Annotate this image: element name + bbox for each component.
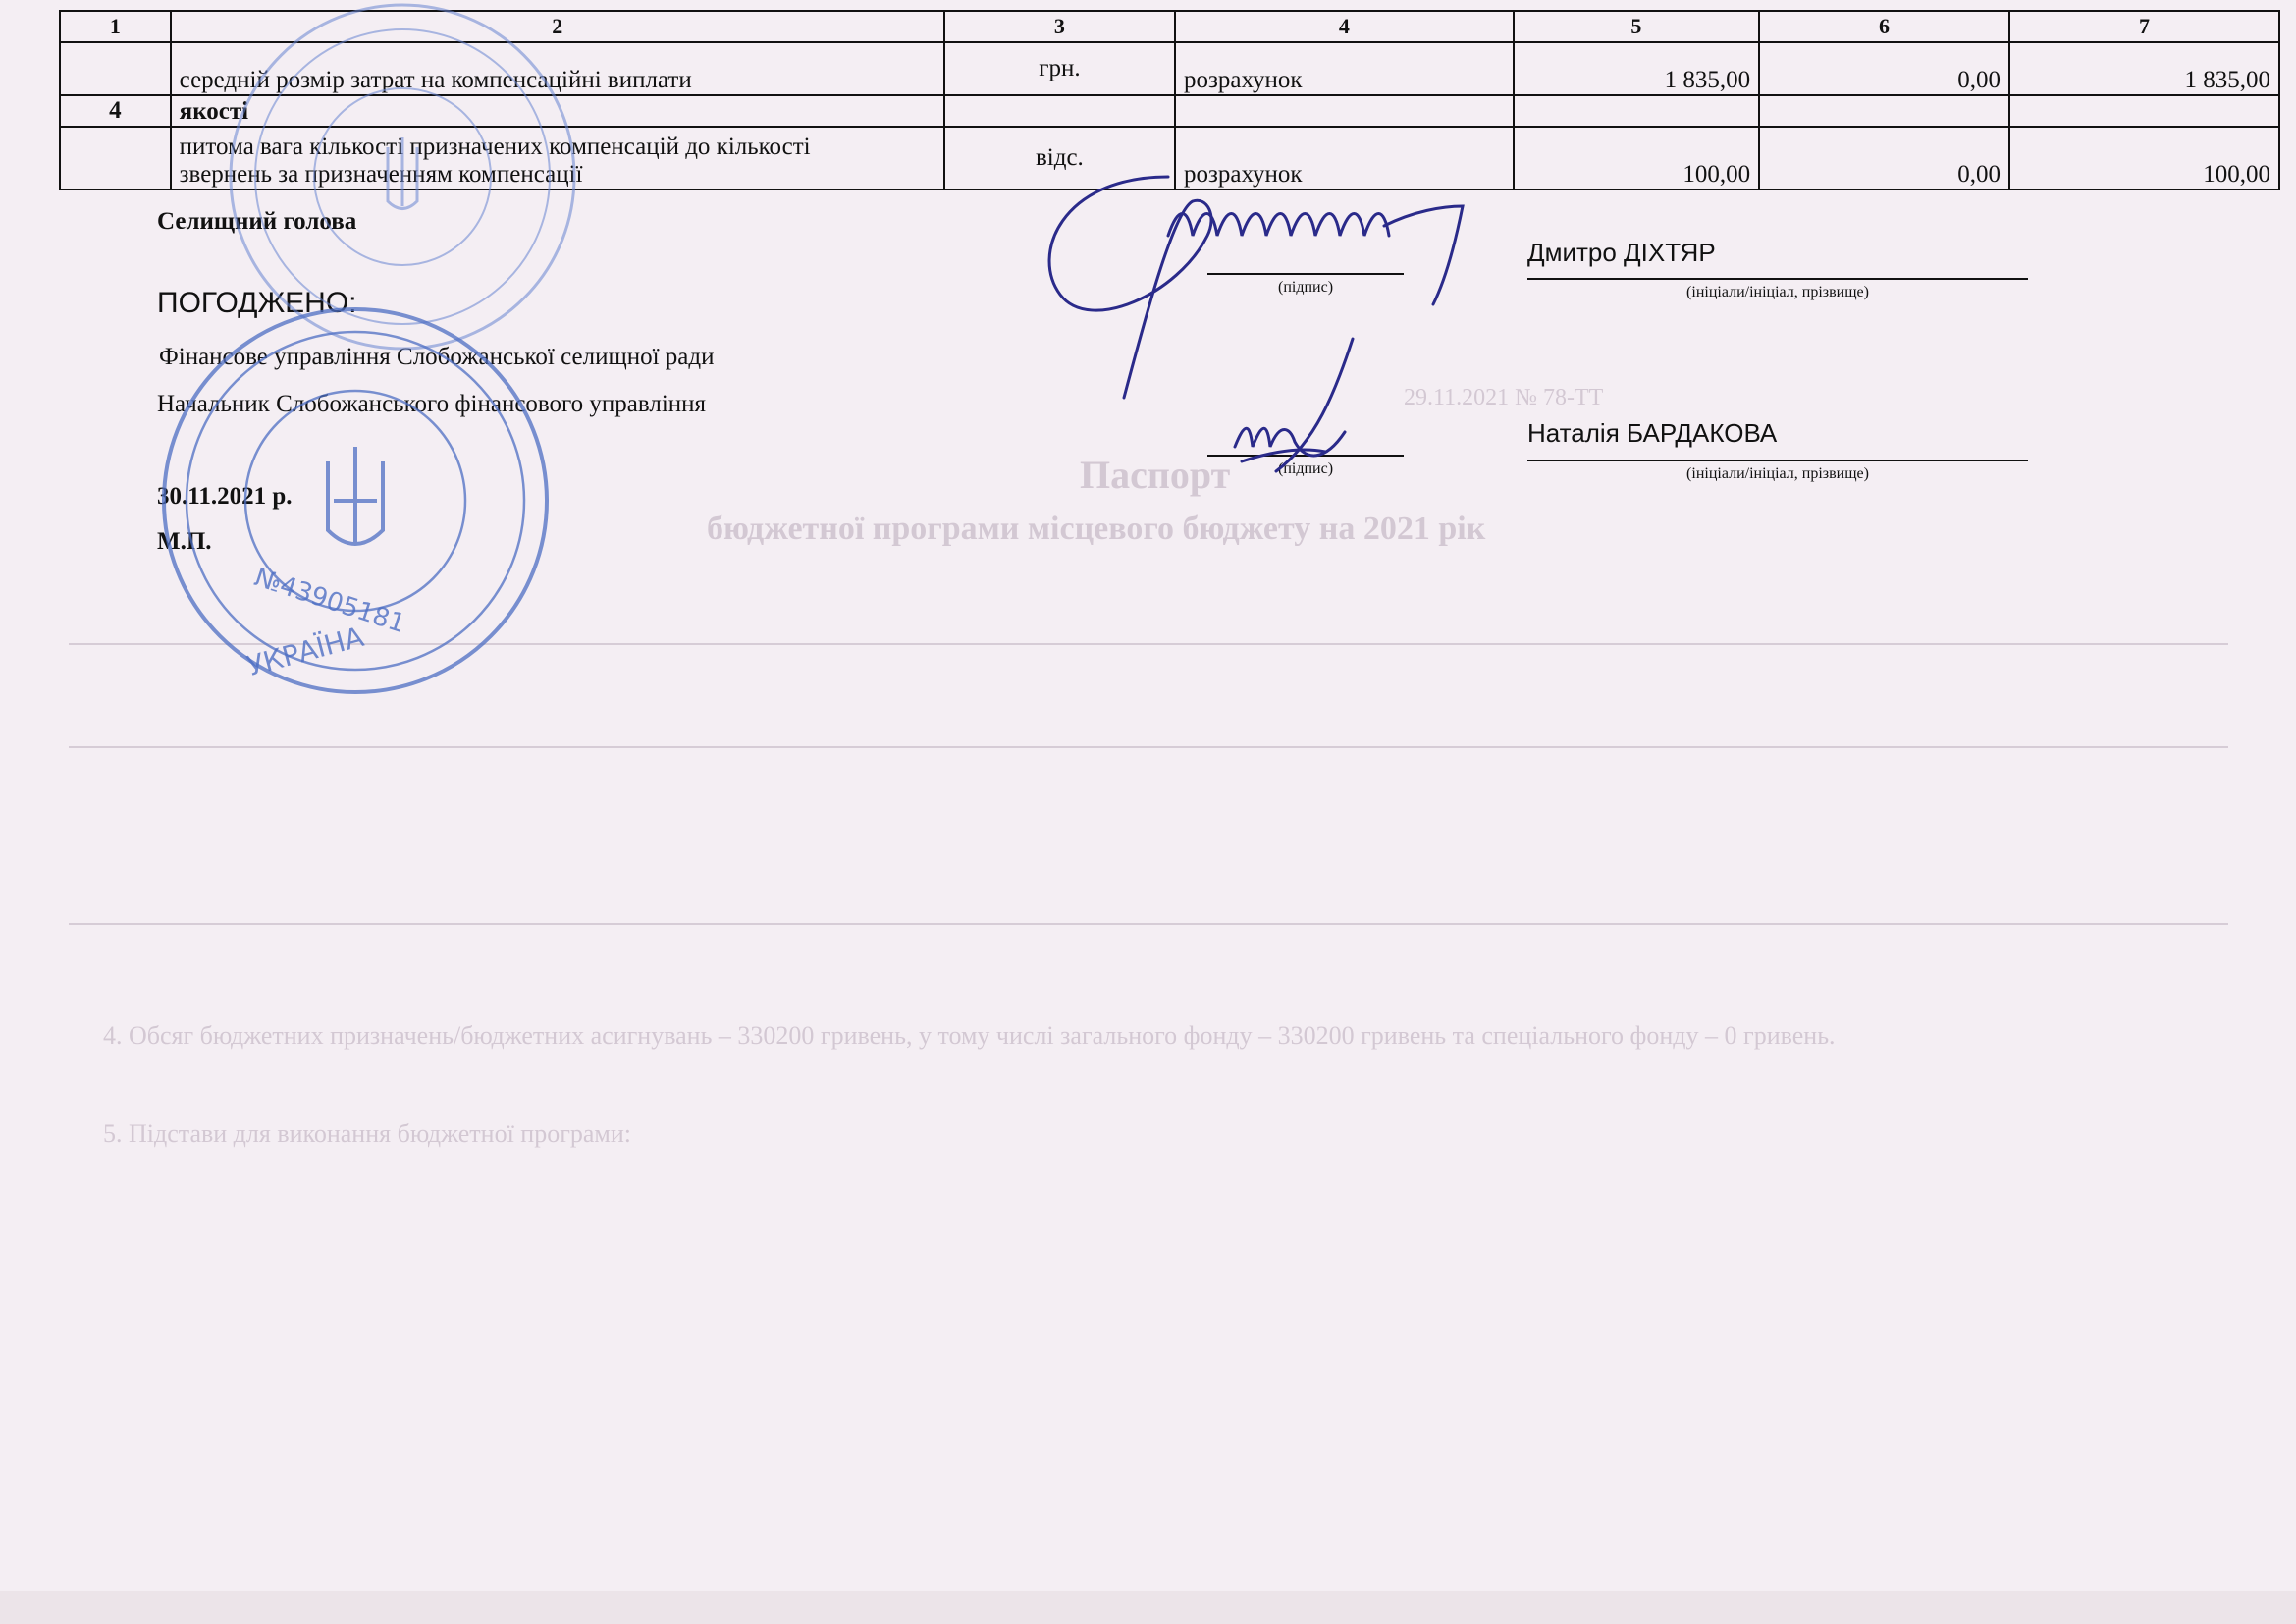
source-cell: розрахунок	[1175, 42, 1514, 95]
header-cell: 7	[2009, 11, 2279, 42]
value-special-fund: 0,00	[1759, 127, 2009, 189]
value-general-fund: 1 835,00	[1514, 42, 1759, 95]
unit-cell: відс.	[944, 127, 1175, 189]
header-cell: 3	[944, 11, 1175, 42]
indicator-name-line: питома вага кількості призначених компенсацій до кількості	[179, 134, 811, 160]
stamp-number: №43905181	[250, 563, 409, 640]
head-title: Селищний голова	[157, 208, 357, 235]
header-cell: 6	[1759, 11, 2009, 42]
indicator-name: середній розмір затрат на компенсаційні виплати	[171, 42, 944, 95]
head-signature	[1049, 177, 1463, 398]
finance-head-name: Наталія БАРДАКОВА	[1527, 418, 1778, 448]
initials-caption: (ініціали/ініціал, прізвище)	[1686, 465, 1869, 482]
ghost-section-5: 5. Підстави для виконання бюджетної програми:	[103, 1119, 632, 1148]
stamp-country: УКРАЇНА	[243, 620, 367, 683]
header-cell: 1	[60, 11, 171, 42]
page-bottom-edge	[0, 1591, 2296, 1624]
source-cell: розрахунок	[1175, 127, 1514, 189]
ghost-passport-title: Паспорт	[1080, 453, 1231, 497]
value-general-fund: 100,00	[1514, 127, 1759, 189]
signature-caption: (підпис)	[1277, 279, 1334, 296]
finance-head-signature	[1235, 339, 1353, 471]
value-total: 1 835,00	[2009, 42, 2279, 95]
initials-caption: (ініціали/ініціал, прізвище)	[1686, 284, 1869, 300]
stamp-place: М.П.	[157, 528, 212, 555]
finance-department: Фінансове управління Слобожанської селищної ради	[159, 344, 715, 370]
row-number: 4	[60, 95, 171, 127]
head-name: Дмитро ДІХТЯР	[1527, 238, 1716, 267]
indicator-name-line: звернень за призначенням компенсації	[179, 161, 583, 188]
finance-head-title: Начальник Слобожанського фінансового управління	[157, 391, 707, 417]
indicator-group: якості	[171, 95, 944, 127]
ghost-date: 29.11.2021 № 78-ТТ	[1404, 385, 1604, 410]
header-cell: 5	[1514, 11, 1759, 42]
agreed-heading: ПОГОДЖЕНО:	[157, 287, 357, 319]
value-total: 100,00	[2009, 127, 2279, 189]
header-cell: 2	[171, 11, 944, 42]
signature-caption: (підпис)	[1277, 460, 1334, 477]
approval-date: 30.11.2021 р.	[157, 483, 293, 510]
ghost-passport-subtitle: бюджетної програми місцевого бюджету на 2021 рік	[707, 511, 1486, 547]
upper-stamp	[231, 5, 574, 349]
ghost-section-4: 4. Обсяг бюджетних призначень/бюджетних асигнувань – 330200 гривень, у тому числі загального фонду – 330200 гривень та спеціального фонду – 0 гривень.	[103, 1021, 1836, 1050]
unit-cell: грн.	[944, 42, 1175, 95]
header-cell: 4	[1175, 11, 1514, 42]
value-special-fund: 0,00	[1759, 42, 2009, 95]
